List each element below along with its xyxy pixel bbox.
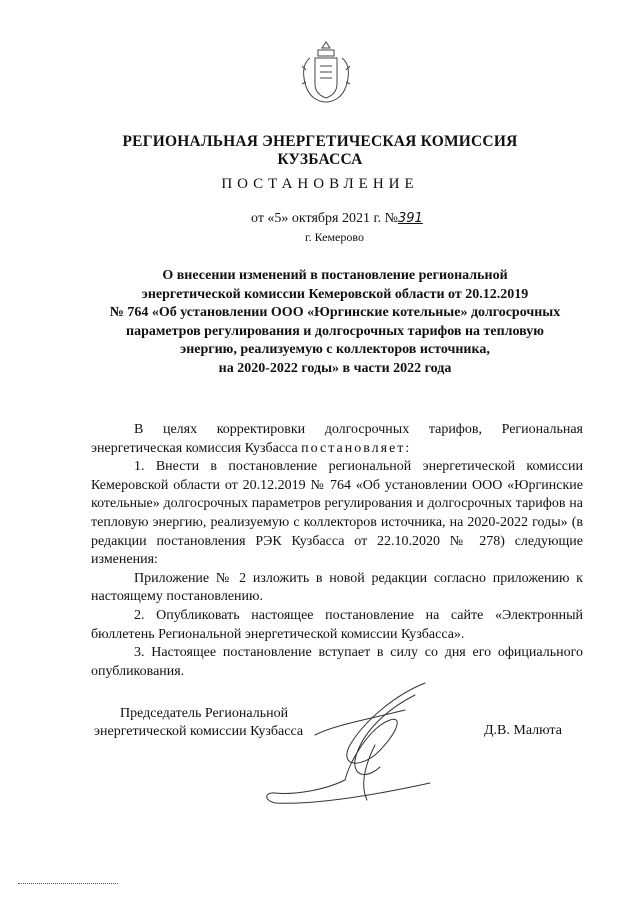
footer-divider	[18, 883, 118, 884]
subject-line: параметров регулирования и долгосрочных тарифов на тепловую	[126, 323, 544, 339]
handwritten-signature	[255, 675, 470, 815]
date-line	[251, 211, 423, 227]
subject-line: энергию, реализуемую с коллекторов источника,	[180, 342, 490, 357]
document-number: 391	[398, 211, 423, 226]
subject-line: на 2020-2022 годы» в части 2022 года	[218, 360, 452, 376]
org-title-line1: РЕГИОНАЛЬНАЯ ЭНЕРГЕТИЧЕСКАЯ КОМИССИЯ	[122, 133, 518, 150]
document-type: ПОСТАНОВЛЕНИЕ	[221, 176, 419, 192]
item-3: 3. Настоящее постановление вступает в силу со дня его официального опубликования.	[91, 645, 583, 679]
date-text: от «5» октября 2021 г. №	[251, 211, 399, 226]
item-1: 1. Внести в постановление региональной энергетической комиссии Кемеровской области от 20.12.2019 № 764 «Об установлении ООО «Юргинские котельные» долгосрочных параметров регулирования и долгосрочных тарифов на тепловую энергию, реализуемую с коллекторов источника, на 2020-2022 годы» (в редакции постановления РЭК Кузбасса от 22.10.2020 № 278) следующие изменения:	[91, 459, 583, 568]
item-2: 2. Опубликовать настоящее постановление на сайте «Электронный бюллетень Региональной энергетической комиссии Кузбасса».	[91, 607, 583, 642]
subject-line: О внесении изменений в постановление региональной	[162, 268, 508, 283]
subject-line: энергетической комиссии Кемеровской области от 20.12.2019	[141, 286, 529, 302]
intro-verb: постановляет:	[301, 440, 412, 456]
coat-of-arms-icon	[300, 40, 352, 106]
signatory-name: Д.В. Малюта	[484, 723, 562, 738]
item-1-sub: Приложение № 2 изложить в новой редакции согласно приложению к настоящему постановлению.	[91, 570, 583, 605]
document-body	[91, 421, 583, 681]
intro-text: В целях корректировки долгосрочных тарифов, Региональная энергетическая комиссия Кузбасса	[91, 422, 583, 456]
position-line2: энергетической комиссии Кузбасса	[94, 724, 304, 739]
org-title-line2: КУЗБАССА	[277, 151, 363, 168]
subject-line: № 764 «Об установлении ООО «Юргинские котельные» долгосрочных	[109, 305, 561, 320]
position-line1: Председатель Региональной	[120, 706, 289, 721]
city: г. Кемерово	[305, 230, 364, 244]
document-subject	[85, 267, 585, 378]
intro-paragraph	[91, 421, 583, 458]
